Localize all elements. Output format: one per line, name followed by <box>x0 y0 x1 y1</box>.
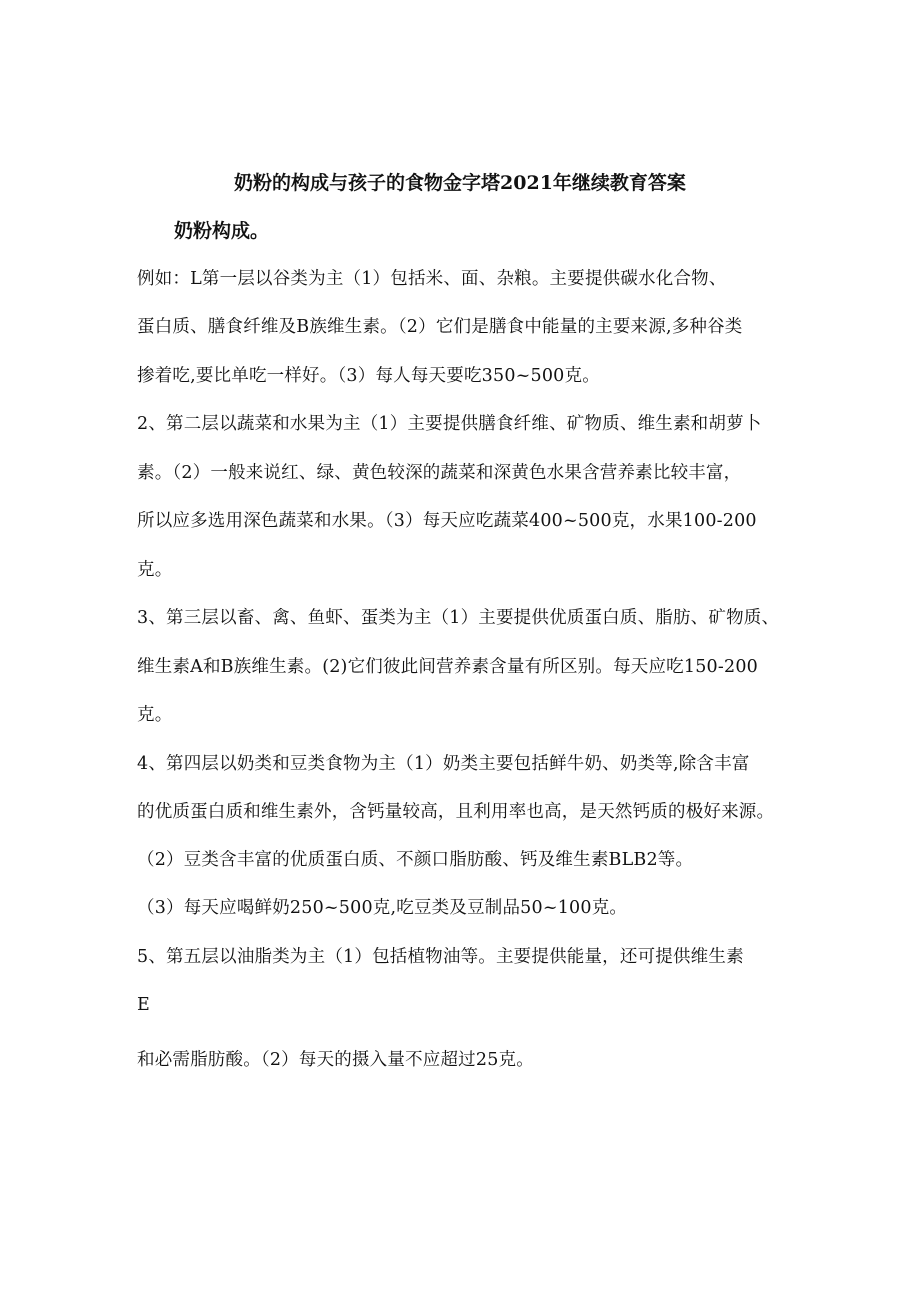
paragraph-line: （3）每天应喝鲜奶250~500克,吃豆类及豆制品50~100克。 <box>137 898 628 918</box>
paragraph-line: 维生素A和B族维生素。(2)它们彼此间营养素含量有所区别。每天应吃150-200 <box>137 657 759 677</box>
paragraph-line: 克。 <box>137 560 173 580</box>
page-title: 奶粉的构成与孩子的食物金字塔2021年继续教育答案 <box>234 172 686 194</box>
paragraph-line: 3、第三层以畜、禽、鱼虾、蛋类为主（1）主要提供优质蛋白质、脂肪、矿物质、 <box>137 608 780 628</box>
paragraph-line: E <box>137 995 150 1015</box>
paragraph-line: （2）豆类含丰富的优质蛋白质、不颜口脂肪酸、钙及维生素BLB2等。 <box>137 850 694 870</box>
paragraph-line: 5、第五层以油脂类为主（1）包括植物油等。主要提供能量，还可提供维生素 <box>137 947 744 967</box>
paragraph-line: 所以应多选用深色蔬菜和水果。（3）每天应吃蔬菜400~500克，水果100-200 <box>137 511 757 531</box>
paragraph-line: 4、第四层以奶类和豆类食物为主（1）奶类主要包括鲜牛奶、奶类等,除含丰富 <box>137 754 750 774</box>
paragraph-line: 克。 <box>137 705 173 725</box>
paragraph-line: 例如：L第一层以谷类为主（1）包括米、面、杂粮。主要提供碳水化合物、 <box>137 269 727 289</box>
paragraph-line: 2、第二层以蔬菜和水果为主（1）主要提供膳食纤维、矿物质、维生素和胡萝卜 <box>137 414 762 434</box>
paragraph-line: 素。（2）一般来说红、绿、黄色较深的蔬菜和深黄色水果含营养素比较丰富， <box>137 463 742 483</box>
section-heading: 奶粉构成。 <box>174 220 270 242</box>
paragraph-line: 蛋白质、膳食纤维及B族维生素。（2）它们是膳食中能量的主要来源,多种谷类 <box>137 317 743 337</box>
paragraph-line: 的优质蛋白质和维生素外，含钙量较高，且利用率也高，是天然钙质的极好来源。 <box>137 802 775 822</box>
paragraph-line: 和必需脂肪酸。（2）每天的摄入量不应超过25克。 <box>137 1050 534 1070</box>
paragraph-line: 掺着吃,要比单吃一样好。（3）每人每天要吃350~500克。 <box>137 366 600 386</box>
